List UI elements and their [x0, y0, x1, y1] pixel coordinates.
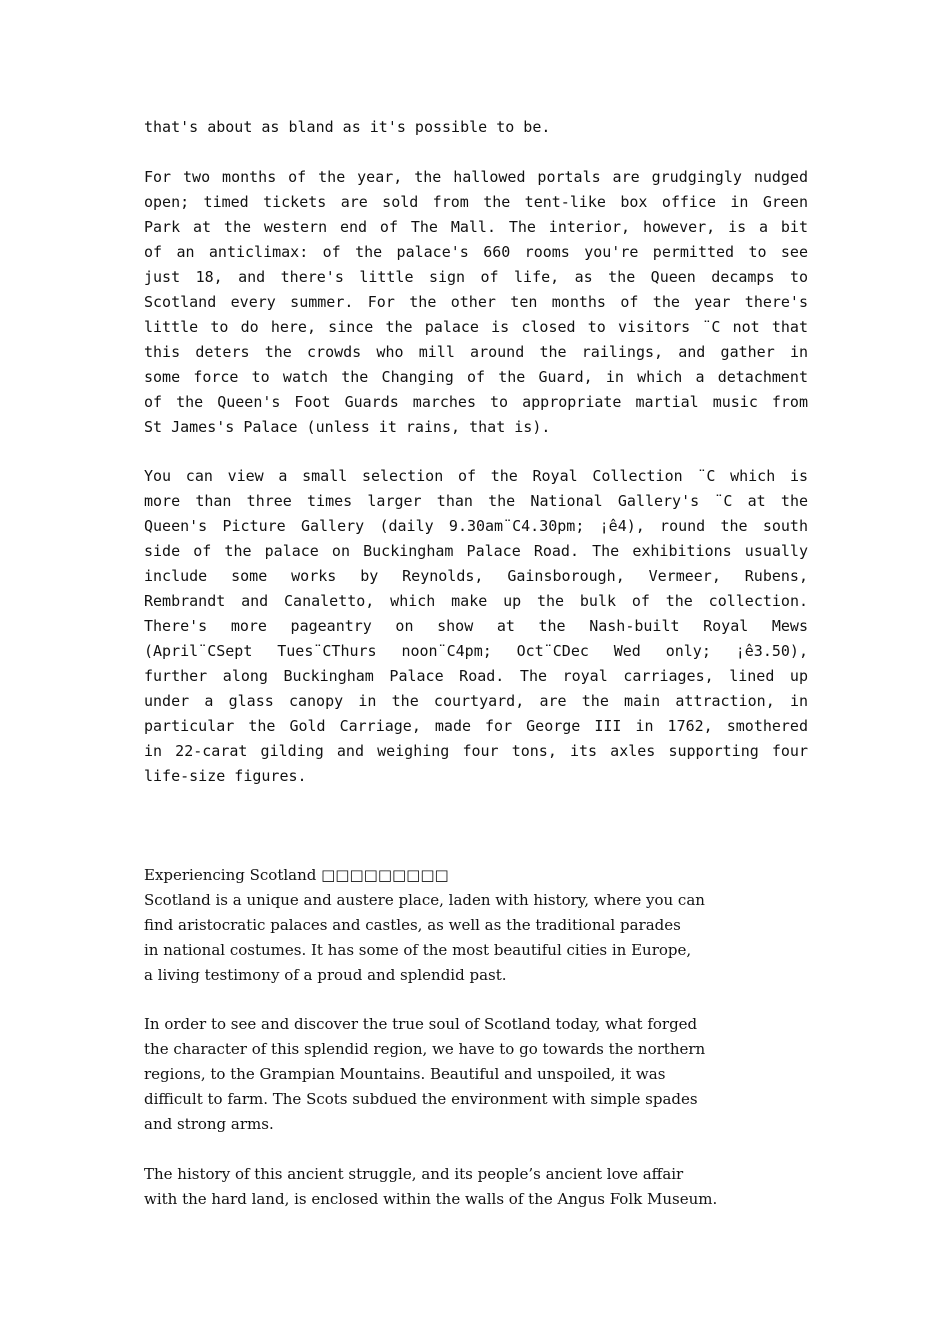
section-experiencing-scotland — [144, 863, 784, 988]
text-line: difficult to farm. The Scots subdued the environment with simple spades — [144, 1090, 698, 1108]
text-line: St James's Palace (unless it rains, that is). — [144, 418, 551, 436]
text-line: a living testimony of a proud and splendid past. — [144, 966, 507, 984]
paragraph-intro-tail — [144, 115, 808, 140]
text-line: some force to watch the Changing of the Guard, in which a detachment — [144, 368, 808, 386]
text-line: There's more pageantry on show at the Nash-built Royal Mews — [144, 617, 808, 635]
text-line: Scotland is a unique and austere place, laden with history, where you can — [144, 891, 705, 909]
text-line: of the Queen's Foot Guards marches to appropriate martial music from — [144, 393, 808, 411]
text-line: The history of this ancient struggle, and its people’s ancient love affair — [144, 1165, 684, 1183]
text-line: life-size figures. — [144, 767, 307, 785]
text-line: in national costumes. It has some of the most beautiful cities in Europe, — [144, 941, 692, 959]
text-line: particular the Gold Carriage, made for George III in 1762, smothered — [144, 717, 808, 735]
paragraph-royal-collection — [144, 464, 808, 789]
text-line: with the hard land, is enclosed within the walls of the Angus Folk Museum. — [144, 1190, 718, 1208]
text-line: find aristocratic palaces and castles, as well as the traditional parades — [144, 916, 681, 934]
text-line: the character of this splendid region, we have to go towards the northern — [144, 1040, 706, 1058]
text-line: open; timed tickets are sold from the tent-like box office in Green — [144, 193, 808, 211]
text-line: Queen's Picture Gallery (daily 9.30am¨C4.30pm; ¡ê4), round the south — [144, 517, 808, 535]
section-heading: Experiencing Scotland □□□□□□□□□ — [144, 866, 449, 884]
text-line: and strong arms. — [144, 1115, 274, 1133]
text-line: side of the palace on Buckingham Palace Road. The exhibitions usually — [144, 542, 808, 560]
text-line: You can view a small selection of the Royal Collection ¨C which is — [144, 467, 808, 485]
text-line: further along Buckingham Palace Road. The royal carriages, lined up — [144, 667, 808, 685]
text-line: In order to see and discover the true soul of Scotland today, what forged — [144, 1015, 698, 1033]
text-line: regions, to the Grampian Mountains. Beautiful and unspoiled, it was — [144, 1065, 666, 1083]
text-line: just 18, and there's little sign of life, as the Queen decamps to — [144, 268, 808, 286]
text-line: under a glass canopy in the courtyard, are the main attraction, in — [144, 692, 808, 710]
text-line: For two months of the year, the hallowed portals are grudgingly nudged — [144, 168, 808, 186]
text-line: in 22-carat gilding and weighing four tons, its axles supporting four — [144, 742, 808, 760]
text-line: little to do here, since the palace is closed to visitors ¨C not that — [144, 318, 808, 336]
text-line: more than three times larger than the National Gallery's ¨C at the — [144, 492, 808, 510]
text-line: Park at the western end of The Mall. The interior, however, is a bit — [144, 218, 808, 236]
paragraph-buckingham-opening — [144, 165, 808, 440]
paragraph-true-soul — [144, 1012, 784, 1137]
text-line: include some works by Reynolds, Gainsborough, Vermeer, Rubens, — [144, 567, 808, 585]
text-line: that's about as bland as it's possible to be. — [144, 118, 551, 136]
text-line: Scotland every summer. For the other ten months of the year there's — [144, 293, 808, 311]
text-line: this deters the crowds who mill around the railings, and gather in — [144, 343, 808, 361]
text-line: (April¨CSept Tues¨CThurs noon¨C4pm; Oct¨CDec Wed only; ¡ê3.50), — [144, 642, 808, 660]
text-line: Rembrandt and Canaletto, which make up the bulk of the collection. — [144, 592, 808, 610]
paragraph-angus-folk-museum — [144, 1162, 784, 1212]
text-line: of an anticlimax: of the palace's 660 rooms you're permitted to see — [144, 243, 808, 261]
